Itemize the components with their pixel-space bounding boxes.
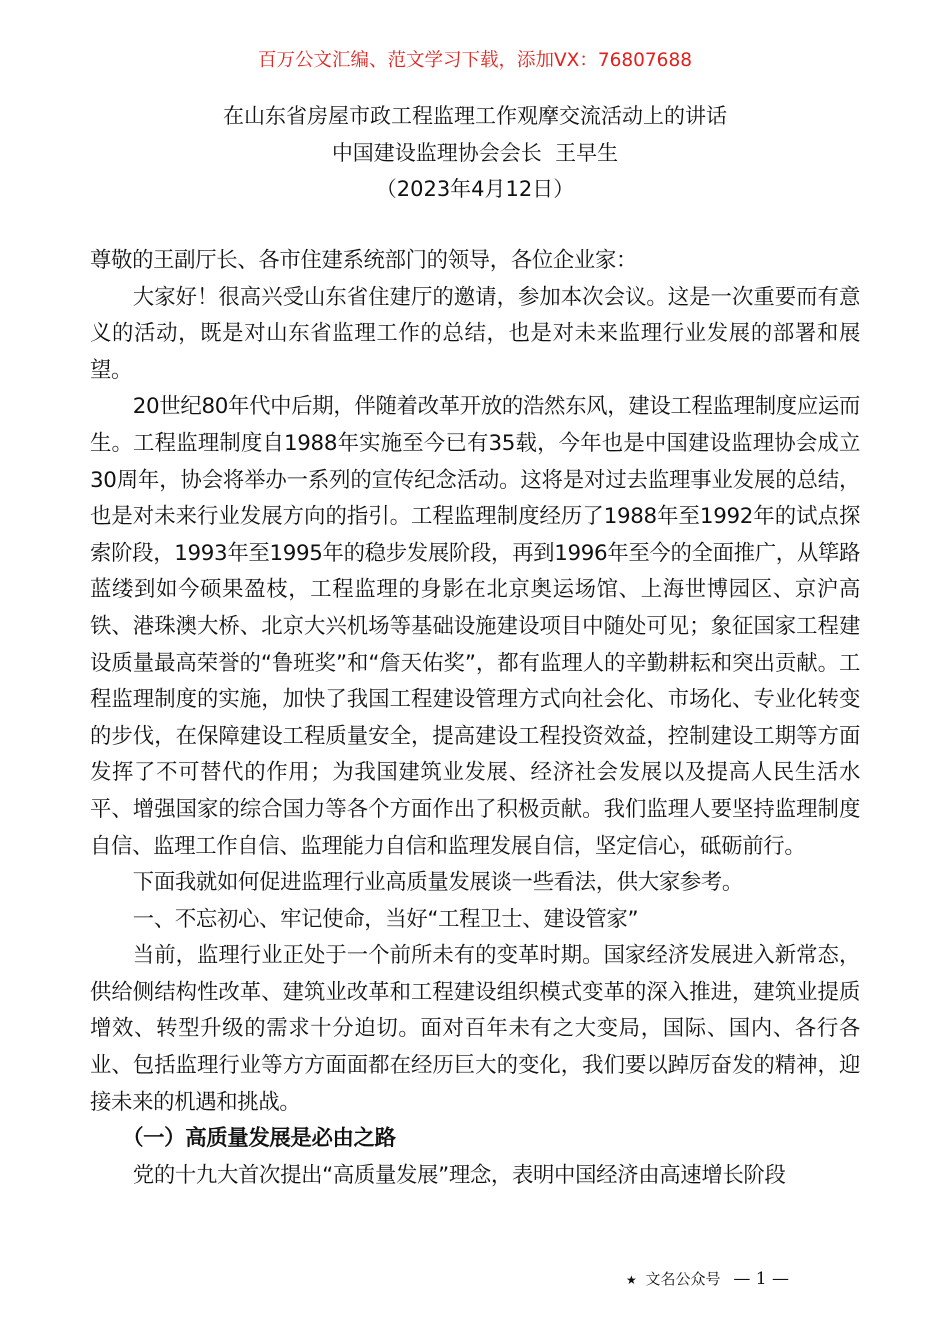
paragraph: 下面我就如何促进监理行业高质量发展谈一些看法，供大家参考。 xyxy=(132,870,743,896)
subsection-heading: （一）高质量发展是必由之路 xyxy=(122,1126,396,1152)
page-number: — 1 — xyxy=(733,1269,789,1289)
watermark-banner: 百万公文汇编、范文学习下载，添加VX：76807688 xyxy=(258,50,692,71)
section-heading: 一、不忘初心、牢记使命，当好“工程卫士、建设管家” xyxy=(132,906,639,932)
speaker-line: 中国建设监理协会会长 王早生 xyxy=(331,140,619,165)
document-title: 在山东省房屋市政工程监理工作观摩交流活动上的讲话 xyxy=(223,104,727,128)
footer-source: 文名公众号 xyxy=(645,1270,721,1288)
paragraph: 大家好！很高兴受山东省住建厅的邀请，参加本次会议。这是一次重要而有意义的活动，既是对山东省监理工作的总结，也是对未来监理行业发展的部署和展望。 xyxy=(90,284,860,383)
star-icon: ★ xyxy=(626,1273,637,1287)
document-body xyxy=(90,243,860,1194)
paragraph: 当前，监理行业正处于一个前所未有的变革时期。国家经济发展进入新常态，供给侧结构性改革、建筑业改革和工程建设组织模式变革的深入推进，建筑业提质增效、转型升级的需求十分迫切。面对百年未有之大变局，国际、国内、各行各业、包括监理行业等方方面面都在经历巨大的变化，我们要以踔厉奋发的精神，迎接未来的机遇和挑战。 xyxy=(90,943,860,1115)
paragraph: 20世纪80年代中后期，伴随着改革开放的浩然东风，建设工程监理制度应运而生。工程监理制度自1988年实施至今已有35载，今年也是中国建设监理协会成立30周年，协会将举办一系列的宣传纪念活动。这将是对过去监理事业发展的总结，也是对未来行业发展方向的指引。工程监理制度经历了1988年至1992年的试点探索阶段，1993年至1995年的稳步发展阶段，再到1996年至今的全面推广，从筚路蓝缕到如今硕果盈枝，工程监理的身影在北京奥运场馆、上海世博园区、京沪高铁、港珠澳大桥、北京大兴机场等基础设施建设项目中随处可见；象征国家工程建设质量最高荣誉的“鲁班奖”和“詹天佑奖”，都有监理人的辛勤耕耘和突出贡献。工程监理制度的实施，加快了我国工程建设管理方式向社会化、市场化、专业化转变的步伐，在保障建设工程质量安全，提高建设工程投资效益，控制建设工期等方面发挥了不可替代的作用；为我国建筑业发展、经济社会发展以及提高人民生活水平、增强国家的综合国力等各个方面作出了积极贡献。我们监理人要坚持监理制度自信、监理工作自信、监理能力自信和监理发展自信，坚定信心，砥砺前行。 xyxy=(90,394,860,859)
speech-date: （2023年4月12日） xyxy=(375,177,575,201)
paragraph: 党的十九大首次提出“高质量发展”理念，表明中国经济由高速增长阶段 xyxy=(132,1162,786,1188)
salutation: 尊敬的王副厅长、各市住建系统部门的领导，各位企业家： xyxy=(90,248,638,273)
document-header xyxy=(0,98,950,208)
page-footer xyxy=(626,1268,789,1289)
